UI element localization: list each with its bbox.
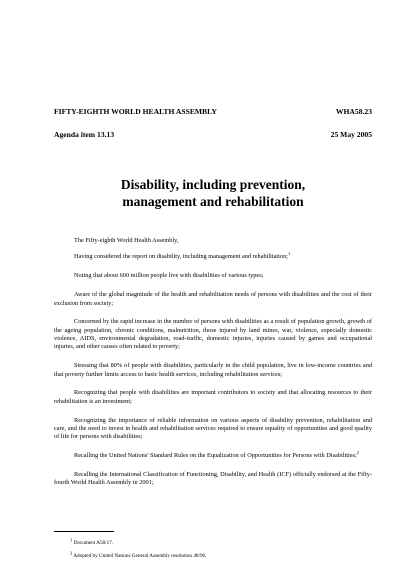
title-line-2: management and rehabilitation bbox=[122, 194, 304, 209]
footnote-text: Adopted by United Nations General Assembly resolution 48/96. bbox=[73, 553, 207, 559]
paragraph-text: Noting that about 600 million people live with disabilities of various types; bbox=[74, 272, 264, 280]
paragraph-text: Recalling the United Nations' Standard Rules on the Equalization of Opportunities for Persons with Disabilities; bbox=[74, 452, 357, 460]
preamble-paragraph bbox=[54, 291, 372, 308]
paragraph-text: Having considered the report on disability, including management and rehabilitation; bbox=[74, 253, 288, 261]
agenda-item: Agenda item 13.13 bbox=[54, 130, 115, 139]
preamble-paragraph bbox=[54, 417, 372, 442]
preamble-paragraph bbox=[54, 237, 372, 245]
paragraph-text: Recognizing the importance of reliable information on various aspects of disability prevention, rehabilitation and care, and the need to invest in health and rehabilitation services required to ensure equality of opportunities and good quality of life for persons with disabilities; bbox=[54, 416, 372, 441]
paragraph-text: Recalling the International Classification of Functioning, Disability, and Health (ICF) officially endorsed at the Fifty-fourth World Health Assembly in 2001; bbox=[54, 470, 372, 487]
footnote-separator bbox=[54, 531, 114, 532]
document-title bbox=[54, 176, 372, 210]
title-line-1: Disability, including prevention, bbox=[120, 177, 306, 192]
paragraph-text: Recognizing that people with disabilities are important contributors to society and that allocating resources to their rehabilitation is an investment; bbox=[54, 389, 372, 405]
preamble-paragraph bbox=[54, 452, 372, 460]
footnote-number: 1 bbox=[70, 537, 73, 543]
footnote-number: 2 bbox=[70, 550, 73, 556]
paragraph-text: Stressing that 80% of people with disabilities, particularly in the child population, live in low-income countries and that poverty further limits access to basic health services, including rehabilitation services; bbox=[54, 362, 372, 378]
preamble-paragraph bbox=[54, 471, 372, 488]
paragraph-text: The Fifty-eighth World Health Assembly, bbox=[74, 237, 179, 244]
paragraph-text: Concerned by the rapid increase in the number of persons with disabilities as a result of population growth, growth of the ageing population, chronic conditions, malnutrition, those injured by land mines, war, violence, especially domestic violence, AIDS, environmental degradation, road-traffic, domestic injuries, injuries caused by games and occupational injuries, and other causes often related to poverty; bbox=[54, 318, 372, 351]
resolution-body bbox=[54, 237, 372, 498]
footnote bbox=[70, 537, 114, 546]
footnote-ref: 2 bbox=[356, 450, 359, 455]
footnote bbox=[70, 550, 207, 559]
header-row-bottom bbox=[54, 130, 372, 139]
header-row-top bbox=[54, 107, 372, 116]
preamble-paragraph bbox=[54, 253, 372, 261]
preamble-paragraph bbox=[54, 318, 372, 351]
resolution-date: 25 May 2005 bbox=[330, 130, 372, 139]
footnote-text: Document A58/17. bbox=[73, 540, 114, 546]
paragraph-text: Aware of the global magnitude of the health and rehabilitation needs of persons with disabilities and the cost of their exclusion from society; bbox=[54, 291, 372, 307]
preamble-paragraph bbox=[54, 389, 372, 406]
preamble-paragraph bbox=[54, 272, 372, 280]
preamble-paragraph bbox=[54, 362, 372, 379]
resolution-code: WHA58.23 bbox=[335, 107, 372, 116]
assembly-name: FIFTY-EIGHTH WORLD HEALTH ASSEMBLY bbox=[54, 107, 217, 116]
footnote-ref: 1 bbox=[287, 251, 291, 257]
